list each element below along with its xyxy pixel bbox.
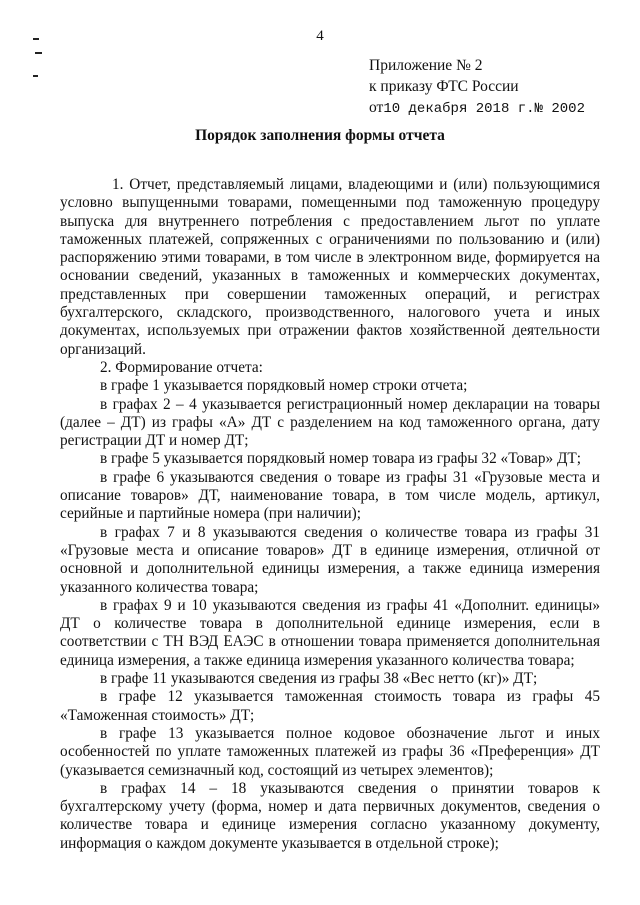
appendix-block (369, 55, 585, 120)
order-date: 10 декабря 2018 г. (383, 101, 535, 117)
document-body (60, 176, 600, 853)
appendix-prefix: от (369, 99, 384, 116)
paragraph: в графе 1 указывается порядковый номер строки отчета; (100, 377, 468, 395)
appendix-date-line (369, 97, 585, 120)
paragraph: в графах 2 – 4 указывается регистрационный номер декларации на товары (далее – ДТ) из графы «А» ДТ с разделением на код таможенного органа, дату регистрации ДТ и номер ДТ; (60, 395, 600, 450)
paragraph: 2. Формирование отчета: (100, 358, 263, 376)
document-title: Порядок заполнения формы отчета (195, 127, 445, 144)
page-number: 4 (316, 28, 324, 44)
paragraph: 1. Отчет, представляемый лицами, владеющими и (или) пользующимися условно выпущенными товарами, помещенными под таможенную процедуру выпуска для внутреннего потребления с предоставлением льгот по уплате таможенных платежей, сопряженных с ограничениями по пользованию и (или) распоряжению этими товарами, в том числе в электронном виде, формируется на основании сведений, указанных в таможенных и коммерческих документах, представленных при совершении таможенных операций, и регистрах бухгалтерского, складского, производственного, налогового учета и иных документах, используемых при отражении фактов хозяйственной деятельности организаций. (60, 176, 600, 358)
paragraph: в графах 14 – 18 указываются сведения о принятии товаров к бухгалтерскому учету (форма, номер и дата первичных документов, сведения о количестве товара и единице измерения согласно указанному документу, информация о каждом документе указывается в отдельной строке); (60, 779, 600, 852)
paragraph: в графе 11 указываются сведения из графы 38 «Вес нетто (кг)» ДТ; (100, 670, 538, 688)
order-number: № 2002 (534, 101, 585, 117)
paragraph: в графах 7 и 8 указываются сведения о количестве товара из графы 31 «Грузовые места и описание товаров» ДТ в единице измерения, отличной от основной и дополнительной единицы измерения, а также единица измерения указанного количества товара; (60, 523, 600, 596)
appendix-line: к приказу ФТС России (369, 78, 519, 95)
paragraph: в графе 13 указывается полное кодовое обозначение льгот и иных особенностей по уплате таможенных платежей из графы 36 «Преференция» ДТ (указывается семизначный код, состоящий из четырех элементов); (60, 724, 600, 779)
paragraph: в графе 6 указываются сведения о товаре из графы 31 «Грузовые места и описание товаров» ДТ, наименование товара, в том числе модель, артикул, серийные и партийные номера (при наличии); (60, 468, 600, 523)
appendix-line: Приложение № 2 (369, 57, 483, 74)
scan-mark (33, 75, 38, 77)
scan-mark (35, 52, 42, 54)
paragraph: в графах 9 и 10 указываются сведения из графы 41 «Дополнит. единицы» ДТ о количестве товара в дополнительной единице измерения, если в соответствии с ТН ВЭД ЕАЭС в отношении товара применяется дополнительная единица измерения, а также единица измерения указанного количества товара; (60, 596, 600, 669)
paragraph: в графе 12 указывается таможенная стоимость товара из графы 45 «Таможенная стоимость» ДТ; (60, 688, 600, 724)
paragraph: в графе 5 указывается порядковый номер товара из графы 32 «Товар» ДТ; (100, 450, 581, 468)
